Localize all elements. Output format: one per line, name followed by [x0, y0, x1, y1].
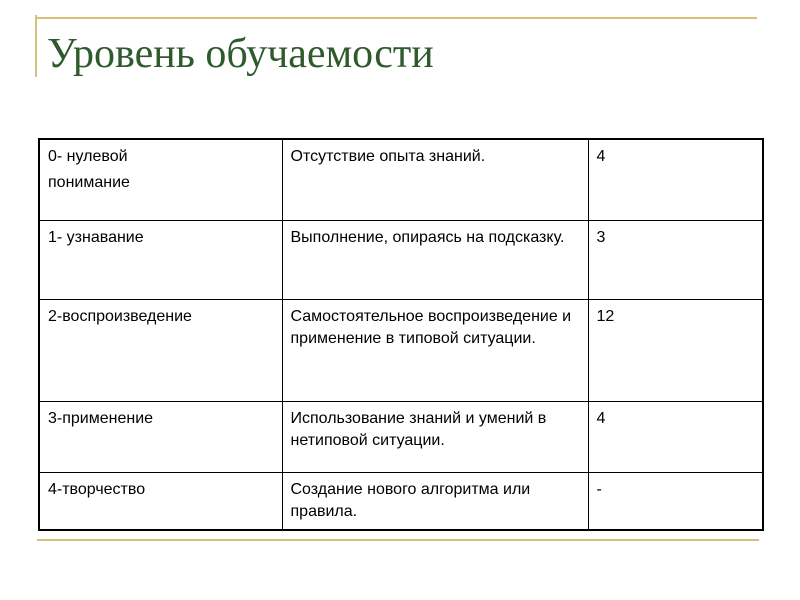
- count-cell: 4: [588, 139, 763, 221]
- learning-level-table: [38, 138, 764, 531]
- level-text-line2: понимание: [48, 174, 130, 191]
- decor-bottom-line: [37, 539, 759, 541]
- level-cell: 2-воспроизведение: [39, 300, 282, 402]
- page-title: Уровень обучаемости: [47, 31, 434, 77]
- level-text-line1: 0- нулевой: [48, 148, 128, 165]
- description-cell: Отсутствие опыта знаний.: [282, 139, 588, 221]
- count-cell: -: [588, 473, 763, 531]
- table-row: [39, 473, 763, 531]
- table-row: [39, 221, 763, 300]
- description-cell: Выполнение, опираясь на подсказку.: [282, 221, 588, 300]
- count-cell: 4: [588, 402, 763, 473]
- description-cell: Самостоятельное воспроизведение и применение в типовой ситуации.: [282, 300, 588, 402]
- level-cell: [39, 139, 282, 221]
- level-cell: 4-творчество: [39, 473, 282, 531]
- description-cell: Использование знаний и умений в нетиповой ситуации.: [282, 402, 588, 473]
- description-cell: Создание нового алгоритма или правила.: [282, 473, 588, 531]
- decor-top-line: [35, 17, 757, 19]
- table-row: [39, 139, 763, 221]
- table-row: [39, 402, 763, 473]
- count-cell: 12: [588, 300, 763, 402]
- count-cell: 3: [588, 221, 763, 300]
- level-cell: 3-применение: [39, 402, 282, 473]
- decor-vertical-line: [35, 15, 37, 77]
- table-row: [39, 300, 763, 402]
- level-cell: 1- узнавание: [39, 221, 282, 300]
